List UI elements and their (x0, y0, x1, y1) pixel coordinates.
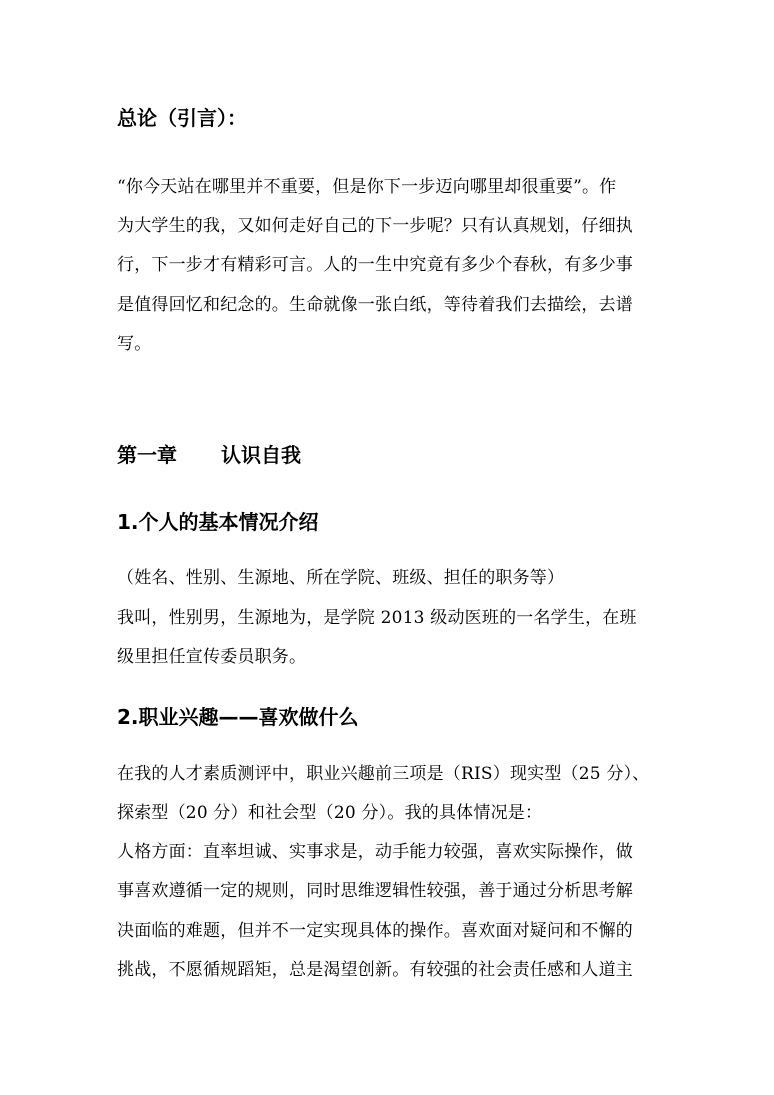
section-body-line: 人格方面：直率坦诚、实事求是，动手能力较强，喜欢实际操作，做 (117, 842, 633, 862)
intro-paragraph-line: 为大学生的我，又如何走好自己的下一步呢？只有认真规划，仔细执 (117, 216, 633, 236)
chapter-heading (117, 440, 662, 470)
intro-title: 总论（引言）： (117, 106, 247, 130)
section-body-line: 级里担任宣传委员职务。 (117, 647, 307, 667)
section-hint: （姓名、性别、生源地、所在学院、班级、担任的职务等） (117, 568, 565, 588)
section-body-line: 探索型（20 分）和社会型（20 分）。我的具体情况是： (117, 803, 543, 823)
section-title: 2.职业兴趣——喜欢做什么 (117, 705, 359, 729)
chapter-title: 认识自我 (221, 443, 301, 467)
intro-paragraph-line: 写。 (117, 334, 152, 354)
section-body-line: 我叫，性别男，生源地为，是学院 2013 级动医班的一名学生，在班 (117, 608, 637, 628)
section-body-line: 在我的人才素质测评中，职业兴趣前三项是（RIS）现实型（25 分）、 (117, 764, 650, 784)
intro-paragraph-line: 行，下一步才有精彩可言。人的一生中究竟有多少个春秋，有多少事 (117, 255, 633, 275)
intro-paragraph-line: “你今天站在哪里并不重要，但是你下一步迈向哪里却很重要”。作 (117, 177, 617, 197)
section-body-line: 决面临的难题，但并不一定实现具体的操作。喜欢面对疑问和不懈的 (117, 921, 633, 941)
chapter-number: 第一章 (117, 443, 177, 467)
section-body-line: 事喜欢遵循一定的规则，同时思维逻辑性较强，善于通过分析思考解 (117, 881, 633, 901)
intro-paragraph-line: 是值得回忆和纪念的。生命就像一张白纸，等待着我们去描绘，去谱 (117, 295, 633, 315)
section-body-line: 挑战，不愿循规蹈矩，总是渴望创新。有较强的社会责任感和人道主 (117, 960, 633, 980)
section-title: 1.个人的基本情况介绍 (117, 510, 319, 534)
